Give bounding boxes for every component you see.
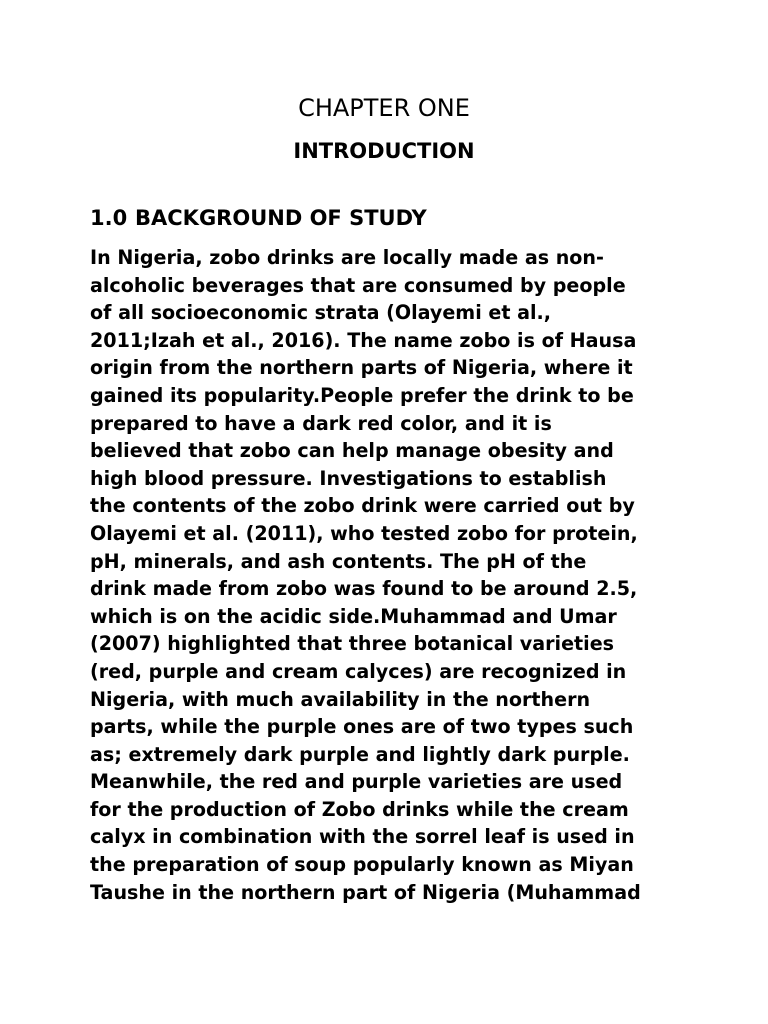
paragraph-line: prepared to have a dark red color, and it is xyxy=(90,411,552,435)
paragraph-line: for the production of Zobo drinks while the cream xyxy=(90,797,629,821)
chapter-title: INTRODUCTION xyxy=(293,139,475,163)
paragraph-line: pH, minerals, and ash contents. The pH of the xyxy=(90,549,587,573)
paragraph-line: (2007) highlighted that three botanical varieties xyxy=(90,632,615,656)
paragraph-line: the preparation of soup popularly known as Miyan xyxy=(90,853,634,877)
paragraph-line: the contents of the zobo drink were carried out by xyxy=(90,494,635,518)
paragraph-line: of all socioeconomic strata (Olayemi et al., xyxy=(90,301,552,325)
section-heading xyxy=(90,203,690,233)
section-number: 1.0 xyxy=(90,206,128,230)
paragraph-line: (red, purple and cream calyces) are recognized in xyxy=(90,659,627,683)
paragraph-line: believed that zobo can help manage obesity and xyxy=(90,439,614,463)
paragraph-line: gained its popularity.People prefer the drink to be xyxy=(90,383,634,407)
paragraph-line: calyx in combination with the sorrel leaf is used in xyxy=(90,825,635,849)
paragraph-line: high blood pressure. Investigations to establish xyxy=(90,466,607,490)
paragraph-line: drink made from zobo was found to be around 2.5, xyxy=(90,577,638,601)
paragraph-line: Meanwhile, the red and purple varieties are used xyxy=(90,770,623,794)
paragraph-line: which is on the acidic side.Muhammad and Umar xyxy=(90,604,617,628)
paragraph-line: alcoholic beverages that are consumed by people xyxy=(90,273,626,297)
paragraph-line: Olayemi et al. (2011), who tested zobo for protein, xyxy=(90,521,638,545)
body-paragraph xyxy=(90,244,680,906)
chapter-label: CHAPTER ONE xyxy=(298,94,470,122)
section-title: BACKGROUND OF STUDY xyxy=(135,206,427,230)
paragraph-line: as; extremely dark purple and lightly dark purple. xyxy=(90,742,630,766)
paragraph-line: origin from the northern parts of Nigeria, where it xyxy=(90,356,633,380)
paragraph-line: Taushe in the northern part of Nigeria (Muhammad xyxy=(90,880,641,904)
paragraph-line: parts, while the purple ones are of two types such xyxy=(90,715,634,739)
paragraph-line: Nigeria, with much availability in the northern xyxy=(90,687,591,711)
paragraph-line: 2011;Izah et al., 2016). The name zobo is of Hausa xyxy=(90,328,637,352)
paragraph-line: In Nigeria, zobo drinks are locally made as non- xyxy=(90,246,604,269)
